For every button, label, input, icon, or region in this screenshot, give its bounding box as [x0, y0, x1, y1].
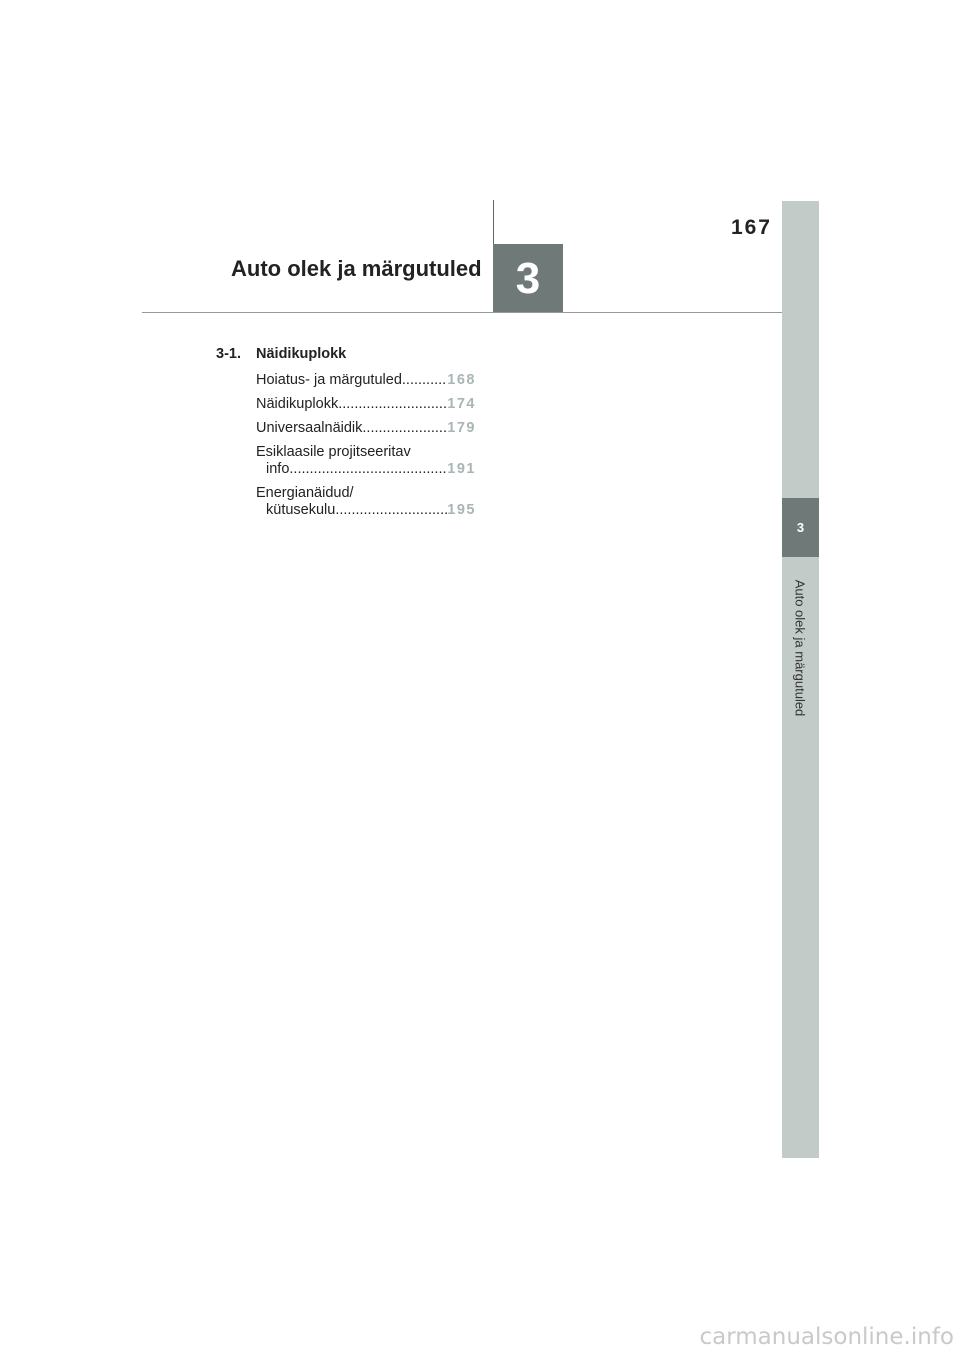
table-of-contents — [216, 346, 476, 526]
toc-entry[interactable] — [216, 372, 476, 389]
side-tab-label-text: Auto olek ja märgutuled — [792, 579, 808, 717]
toc-entry-title-cont: info — [266, 461, 290, 477]
toc-entry-page[interactable]: 179 — [447, 420, 476, 436]
toc-entry-title: Esiklaasile projitseeritav — [256, 444, 411, 460]
chapter-title: Auto olek ja märgutuled — [231, 256, 482, 281]
toc-entry-title: Hoiatus- ja märgutuled — [256, 372, 402, 388]
side-tab-number[interactable]: 3 — [782, 498, 819, 557]
toc-entry[interactable] — [216, 485, 476, 519]
toc-entry-title: Näidikuplokk — [256, 396, 339, 412]
toc-entry-page[interactable]: 174 — [447, 396, 476, 412]
toc-entry-page[interactable]: 191 — [447, 461, 476, 477]
toc-entry[interactable] — [216, 420, 476, 437]
section-title: Näidikuplokk — [256, 346, 347, 362]
toc-entry[interactable] — [216, 396, 476, 413]
section-number: 3-1. — [216, 346, 241, 362]
toc-entry-title: Universaalnäidik — [256, 420, 363, 436]
chapter-number-box: 3 — [493, 244, 563, 313]
toc-entry-page[interactable]: 168 — [447, 372, 476, 388]
toc-entry-page[interactable]: 195 — [447, 502, 476, 518]
toc-entry-title-cont: kütusekulu — [266, 502, 336, 518]
watermark: carmanualsonline.info — [699, 1324, 954, 1350]
header-divider-horizontal — [142, 312, 782, 313]
page-number: 167 — [730, 216, 772, 239]
toc-entry-title: Energianäidud/ — [256, 485, 354, 501]
header-divider-vertical — [493, 200, 494, 244]
toc-entry[interactable] — [216, 444, 476, 478]
section-heading — [216, 346, 476, 362]
